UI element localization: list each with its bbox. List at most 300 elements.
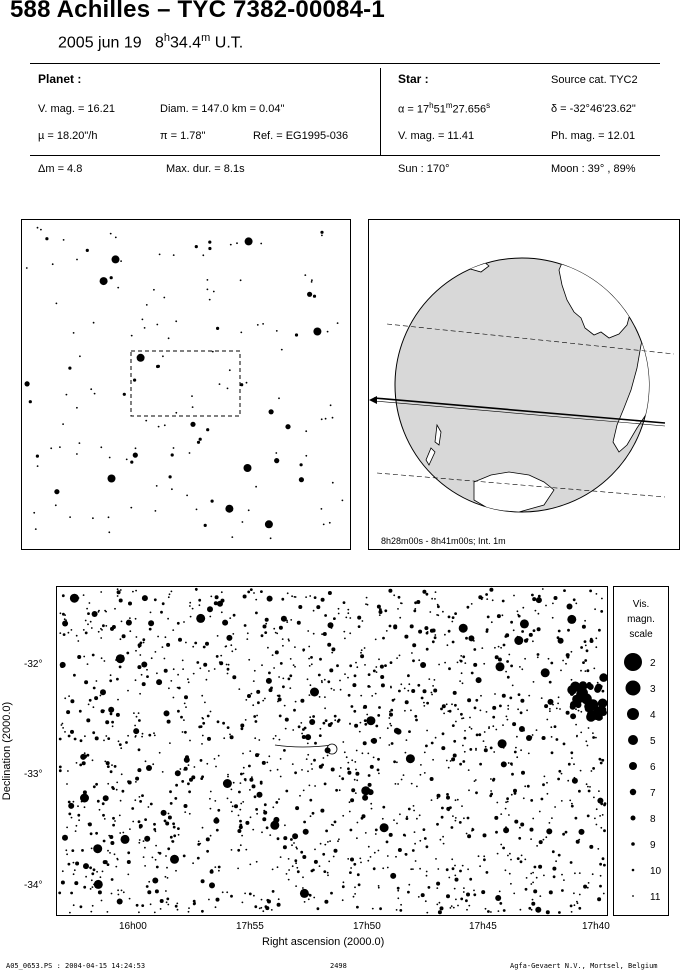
star-dot (423, 705, 425, 707)
star-dot (439, 902, 441, 904)
star-dot (214, 668, 216, 670)
star-dot (575, 603, 577, 605)
star-dot (308, 646, 310, 648)
star-dot (182, 731, 184, 733)
star-dot (542, 783, 545, 786)
star-dot (472, 828, 475, 831)
star-dot (431, 598, 433, 600)
star-dot (393, 624, 397, 628)
star-dot (165, 636, 167, 638)
star-dot (356, 837, 358, 839)
legend-magnitude-dot (624, 653, 642, 671)
star-dot (216, 829, 219, 832)
star-dot (210, 808, 212, 810)
star-dot (365, 603, 367, 605)
star-dot (466, 833, 468, 835)
star-dot (207, 289, 209, 291)
star-dot (145, 760, 147, 762)
star-dot (382, 637, 385, 640)
star-dot (521, 626, 523, 628)
star-dot (98, 631, 100, 633)
star-dot (195, 245, 198, 248)
star-dot (264, 803, 267, 806)
star-dot (262, 761, 266, 765)
star-source-catalog: Source cat. TYC2 (551, 74, 638, 86)
star-dot (328, 591, 332, 595)
star-dot (143, 642, 145, 644)
star-dot (166, 898, 169, 901)
star-dot (507, 708, 509, 710)
star-dot (397, 783, 399, 785)
star-dot (115, 866, 117, 868)
star-dot (496, 662, 505, 671)
star-dot (261, 831, 263, 833)
star-dot (430, 629, 434, 633)
star-dot (201, 743, 203, 745)
star-dot (504, 635, 507, 638)
star-dot (73, 873, 75, 875)
star-dot (25, 381, 30, 386)
star-dot (378, 658, 380, 660)
star-dot (220, 655, 222, 657)
star-dot (382, 818, 384, 820)
star-dot (467, 606, 470, 609)
star-dot (509, 697, 512, 700)
star-dot (239, 809, 241, 811)
star-dot (127, 874, 129, 876)
star-dot (84, 735, 86, 737)
star-dot (227, 673, 229, 675)
star-dot (66, 710, 70, 714)
star-dot (192, 406, 194, 408)
star-dot (357, 616, 361, 620)
star-dot (202, 722, 205, 725)
star-dot (254, 737, 256, 739)
star-dot (311, 763, 313, 765)
alpha-seconds: 27.656 (452, 103, 487, 116)
star-dot (164, 658, 166, 660)
star-dot (234, 804, 238, 808)
star-dot (64, 731, 66, 733)
star-dot (278, 798, 280, 800)
star-dot (303, 829, 309, 835)
star-dot (350, 798, 354, 802)
star-dot (283, 845, 287, 849)
star-dot (78, 597, 80, 599)
star-dot (110, 770, 113, 773)
star-dot (230, 244, 232, 246)
star-dot (68, 695, 70, 697)
star-dot (435, 737, 437, 739)
star-dot (376, 671, 378, 673)
star-dot (340, 767, 342, 769)
star-dot (343, 601, 346, 604)
star-dot (246, 638, 248, 640)
star-dot (222, 722, 225, 725)
star-dot (594, 608, 596, 610)
star-dot (221, 611, 223, 613)
star-dot (129, 898, 131, 900)
star-dot (111, 786, 114, 789)
star-dot (271, 909, 273, 911)
star-dot (177, 687, 179, 689)
star-dot (556, 708, 558, 710)
star-dot (253, 680, 255, 682)
star-dot (245, 849, 247, 851)
star-dot (86, 249, 89, 252)
star-dot (490, 911, 492, 913)
star-dot (142, 319, 144, 321)
star-dot (521, 855, 523, 857)
star-dot (77, 640, 79, 642)
star-dot (120, 638, 122, 640)
star-dot (541, 668, 550, 677)
star-dot (294, 859, 297, 862)
legend-dots (614, 587, 668, 915)
legend-magnitude-dot (628, 735, 638, 745)
star-dot (493, 751, 495, 753)
star-dot (474, 707, 477, 710)
star-dot (227, 782, 230, 785)
legend-magnitude-label: 3 (650, 684, 656, 695)
star-dot (153, 828, 156, 831)
star-dot (397, 887, 400, 890)
star-dot (35, 528, 37, 530)
star-dot (532, 640, 534, 642)
star-dot (119, 815, 121, 817)
star-dot (139, 824, 143, 828)
star-dot (209, 882, 215, 888)
star-dot (554, 806, 556, 808)
star-dot (416, 600, 420, 604)
star-dot (235, 648, 237, 650)
star-dot (249, 864, 251, 866)
star-dot (155, 889, 159, 893)
star-dot (109, 835, 113, 839)
star-dot (561, 800, 563, 802)
star-dot (62, 613, 65, 616)
star-dot (455, 799, 457, 801)
star-dot (154, 912, 156, 914)
star-dot (102, 871, 104, 873)
star-dot (444, 634, 446, 636)
star-dot (329, 522, 331, 524)
star-dot (597, 848, 599, 850)
star-dot (203, 663, 207, 667)
x-axis-label: Right ascension (2000.0) (262, 936, 385, 948)
star-dot (345, 617, 347, 619)
star-dot (505, 869, 507, 871)
star-dot (481, 647, 483, 649)
star-dot (367, 860, 369, 862)
star-dot (92, 759, 94, 761)
star-dot (323, 524, 325, 526)
star-dot (170, 680, 172, 682)
star-dot (121, 621, 123, 623)
star-dot (240, 724, 244, 728)
star-dot (465, 899, 468, 902)
star-dot (387, 855, 389, 857)
star-dot (536, 877, 538, 879)
star-dot (156, 485, 158, 487)
star-dot (314, 596, 317, 599)
star-dot (431, 799, 433, 801)
star-dot (596, 593, 598, 595)
star-dot (88, 822, 92, 826)
star-dot (446, 793, 449, 796)
x-tick-label: 17h50 (353, 921, 381, 932)
star-dot (549, 710, 551, 712)
star-dot (595, 737, 597, 739)
star-dot (454, 875, 456, 877)
star-dot (597, 897, 601, 901)
star-dot (115, 237, 117, 239)
star-dot (88, 704, 90, 706)
star-dot (571, 679, 573, 681)
star-dot (127, 690, 129, 692)
star-dot (502, 600, 505, 603)
star-dot (304, 274, 306, 276)
star-dot (354, 886, 356, 888)
star-dot (406, 739, 408, 741)
star-dot (256, 813, 258, 815)
star-dot (164, 424, 166, 426)
star-dot (461, 718, 463, 720)
star-dot (486, 871, 489, 874)
star-dot (257, 324, 259, 326)
star-dot (368, 783, 372, 787)
star-dot (107, 737, 110, 740)
star-dot (172, 822, 175, 825)
star-dot (123, 393, 126, 396)
star-dot (327, 841, 329, 843)
star-dot (379, 608, 382, 611)
star-dot (339, 789, 341, 791)
star-dot (190, 616, 192, 618)
star-dot (85, 620, 87, 622)
star-dot (489, 794, 492, 797)
star-dot (408, 683, 410, 685)
star-dot (467, 698, 471, 702)
star-dot (295, 862, 297, 864)
planet-diameter: Diam. = 147.0 km = 0.04" (160, 103, 285, 115)
star-dot (362, 620, 364, 622)
star-dot (310, 688, 319, 697)
star-dot (365, 832, 367, 834)
star-dot (201, 695, 203, 697)
star-dot (272, 890, 275, 893)
star-dot (552, 704, 554, 706)
planet-parallax: π = 1.78" (160, 130, 206, 142)
star-dot (492, 599, 494, 601)
star-dot (331, 647, 335, 651)
star-dot (122, 634, 126, 638)
star-dot (143, 840, 145, 842)
star-dot (83, 863, 89, 869)
star-dot (110, 841, 114, 845)
star-dot (262, 700, 264, 702)
star-dot (420, 774, 422, 776)
star-dot (550, 726, 552, 728)
star-dot (102, 802, 105, 805)
star-dot (62, 594, 65, 597)
star-dot (87, 623, 89, 625)
star-dot (580, 770, 582, 772)
hours-unit: h (163, 32, 171, 44)
star-dot (208, 247, 211, 250)
star-dot (294, 771, 297, 774)
star-dot (84, 806, 86, 808)
star-dot (407, 690, 409, 692)
star-dot (333, 618, 335, 620)
star-dot (311, 663, 313, 665)
star-dot (180, 716, 183, 719)
star-chart (57, 587, 607, 915)
star-dot (371, 738, 377, 744)
star-dot (424, 626, 428, 630)
star-dot (459, 763, 462, 766)
star-dot (548, 658, 550, 660)
star-dot (371, 808, 373, 810)
star-dot (84, 752, 86, 754)
star-dot (453, 691, 457, 695)
star-dot (329, 668, 333, 672)
star-dot (412, 868, 414, 870)
star-dot (432, 685, 434, 687)
planet-motion: µ = 18.20"/h (38, 130, 98, 142)
star-dot (432, 759, 434, 761)
star-dot (324, 707, 326, 709)
star-dot (283, 749, 286, 752)
star-dot (342, 500, 344, 502)
star-dot (325, 830, 328, 833)
star-dot (310, 656, 313, 659)
star-dot (502, 724, 504, 726)
star-dot (86, 608, 88, 610)
star-dot (309, 799, 312, 802)
star-dot (265, 623, 267, 625)
star-dot (255, 486, 257, 488)
star-dot (107, 765, 110, 768)
star-dot (395, 783, 397, 785)
star-dot (374, 670, 376, 672)
star-dot (485, 746, 487, 748)
star-dot (68, 863, 71, 866)
star-dot (532, 734, 534, 736)
star-dot (114, 765, 117, 768)
star-dot (408, 808, 411, 811)
star-dot (518, 693, 521, 696)
star-dot (178, 834, 180, 836)
star-dot (546, 782, 548, 784)
star-dot (455, 878, 459, 882)
star-dot (367, 753, 369, 755)
star-dot (291, 844, 293, 846)
star-dot (284, 705, 286, 707)
star-dot (60, 612, 62, 614)
star-dot (419, 814, 421, 816)
star-dot (286, 873, 288, 875)
star-dot (208, 241, 211, 244)
star-dot (122, 832, 124, 834)
star-dot (101, 900, 103, 902)
star-dot (172, 629, 174, 631)
star-dot (266, 678, 272, 684)
star-dot (249, 750, 251, 752)
star-dot (73, 801, 75, 803)
star-dot (313, 633, 315, 635)
footer-file-info: A05_0653.PS : 2004-04-15 14:24:53 (6, 962, 146, 970)
star-dot (79, 764, 82, 767)
star-dot (103, 795, 109, 801)
star-dot (554, 596, 558, 600)
star-dot (125, 741, 128, 744)
star-dot (100, 637, 102, 639)
star-dot (114, 608, 116, 610)
star-dot (116, 678, 119, 681)
star-dot (450, 760, 452, 762)
star-dot (417, 684, 420, 687)
star-dot (94, 786, 96, 788)
star-dot (84, 680, 88, 684)
star-dot (580, 670, 582, 672)
star-dot (288, 638, 290, 640)
star-dot (599, 815, 601, 817)
star-dot (460, 660, 463, 663)
star-dot (117, 590, 121, 594)
star-dot (466, 893, 470, 897)
star-dot (117, 588, 119, 590)
star-dot (80, 794, 89, 803)
star-dot (498, 658, 502, 662)
star-dot (77, 655, 81, 659)
star-dot (579, 894, 581, 896)
star-dot (274, 458, 279, 463)
star-dot (544, 776, 546, 778)
star-dot (68, 801, 71, 804)
star-dot (101, 709, 105, 713)
star-dot (82, 761, 86, 765)
star-dot (448, 877, 450, 879)
star-dot (249, 778, 253, 782)
star-dot (100, 689, 106, 695)
star-dot (551, 817, 553, 819)
star-dot (176, 903, 178, 905)
star-dot (279, 715, 282, 718)
star-dot (398, 596, 401, 599)
event-minutes: 34.4 (170, 34, 202, 52)
star-dot (168, 813, 170, 815)
star-dot (355, 769, 357, 771)
star-dot (117, 287, 119, 289)
star-dot (70, 892, 73, 895)
star-dot (495, 729, 497, 731)
star-dot (432, 640, 435, 643)
star-dot (85, 632, 88, 635)
star-dot (335, 789, 338, 792)
star-dot (76, 635, 78, 637)
star-dot (68, 735, 71, 738)
star-dot (390, 709, 393, 712)
star-dot (314, 742, 317, 745)
star-dot (562, 833, 565, 836)
star-dot (232, 633, 234, 635)
star-dot (129, 630, 131, 632)
star-dot (411, 652, 413, 654)
star-dot (309, 785, 311, 787)
star-dot (574, 904, 576, 906)
star-dot (200, 759, 203, 762)
